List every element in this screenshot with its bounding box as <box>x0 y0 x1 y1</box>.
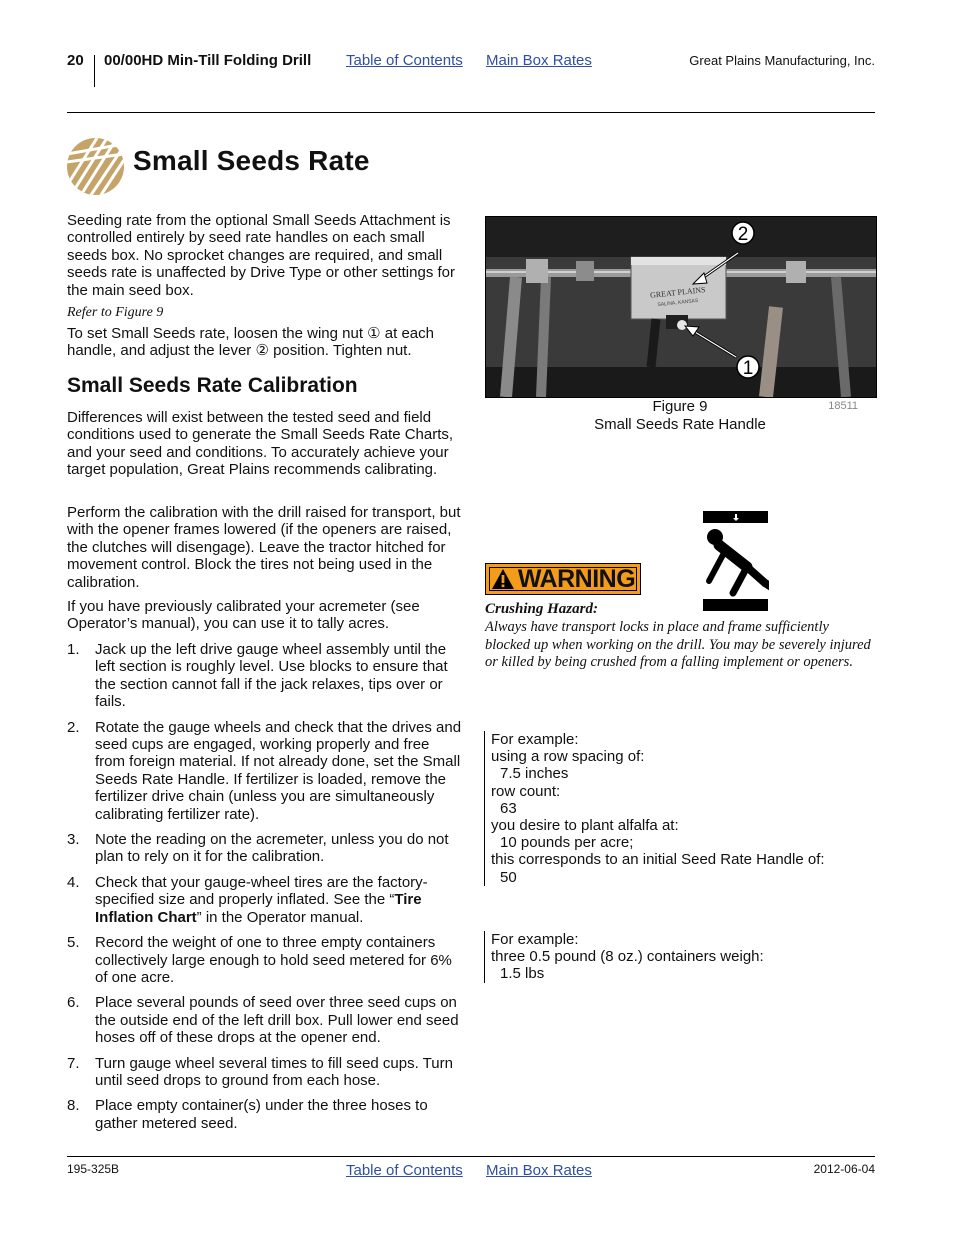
calibration-title: Small Seeds Rate Calibration <box>67 374 358 397</box>
warning-badge <box>485 563 641 595</box>
footer-main-box-rates-link[interactable]: Main Box Rates <box>486 1162 592 1179</box>
figure-caption <box>485 398 875 434</box>
alert-triangle-icon <box>491 568 515 590</box>
instruction-paragraph: To set Small Seeds rate, loosen the wing nut ① at each handle, and adjust the lever ② position. Tighten nut. <box>67 325 434 360</box>
company-name: Great Plains Manufacturing, Inc. <box>689 53 875 68</box>
header-toc-link[interactable]: Table of Contents <box>346 52 463 69</box>
example-row-spacing: For example: using a row spacing of: 7.5 inches row count: 63 you desire to plant alfalfa at: 10 pounds per acre; this corresponds to an initial Seed Rate Handle of: 50 <box>484 731 871 886</box>
intro-paragraph: Seeding rate from the optional Small Seeds Attachment is controlled entirely by seed rate handles on each small seeds box. No sprocket changes are required, and small seeds rate is unaffected by Drive Type or other settings for the main seed box. <box>67 212 455 299</box>
list-item: 6. Place several pounds of seed over three seed cups on the outside end of the left drill box. Pull lower end seed hoses off of these drops at the opener end. <box>67 994 459 1047</box>
part-number: 195-325B <box>67 1162 120 1176</box>
svg-text:SALINA, KANSAS: SALINA, KANSAS <box>657 297 699 309</box>
footer-rule <box>67 1156 875 1157</box>
callout-2: 2 <box>737 224 749 245</box>
figure-9-photo <box>485 216 877 398</box>
example-container-weight: For example: three 0.5 pound (8 oz.) containers weigh: 1.5 lbs <box>484 931 871 983</box>
list-item: 7. Turn gauge wheel several times to fill seed cups. Turn until seed drops to ground from each hose. <box>67 1054 453 1089</box>
list-item: 1. Jack up the left drive gauge wheel assembly until the left section is roughly level. Use blocks to ensure that the section cannot fall if the jack relaxes, tips over or fails. <box>67 641 448 711</box>
header-main-box-rates-link[interactable]: Main Box Rates <box>486 52 592 69</box>
small-seeds-rate-handle-illustration <box>486 217 876 397</box>
hazard-text: Always have transport locks in place and frame sufficiently blocked up when working on the drill. You may be severely injured or killed by being crushed from a falling implement or openers. <box>485 619 871 670</box>
header-divider <box>94 55 95 87</box>
refer-figure-note: Refer to Figure 9 <box>67 305 164 320</box>
warning-label: WARNING <box>517 564 636 593</box>
page-number: 20 <box>67 52 84 69</box>
calibration-para-3: If you have previously calibrated your acremeter (see Operator’s manual), you can use it to tally acres. <box>67 598 420 633</box>
figure-caption-title: Small Seeds Rate Handle <box>594 416 766 433</box>
calibration-para-1: Differences will exist between the tested seed and field conditions used to generate the Small Seeds Rate Charts, and your seed and conditions. To accurately achieve your target population, Great Plains recommends calibrating. <box>67 409 454 479</box>
svg-text:GREAT PLAINS: GREAT PLAINS <box>649 285 706 300</box>
publication-date: 2012-06-04 <box>813 1162 875 1176</box>
list-item: 5. Record the weight of one to three empty containers collectively large enough to hold seed metered for 6% of one acre. <box>67 934 452 986</box>
great-plains-logo-icon <box>67 138 124 195</box>
list-item: 4. Check that your gauge-wheel tires are the factory-specified size and properly inflated. See the “Tire Inflation Chart” in the Operator manual. <box>67 873 428 926</box>
figure-part-number: 18511 <box>828 400 858 412</box>
header-rule <box>67 112 875 113</box>
section-title: Small Seeds Rate <box>133 145 370 176</box>
list-item: 2. Rotate the gauge wheels and check that the drives and seed cups are engaged, working properly and free from foreign material. If not already done, set the Small Seeds Rate Handle. If fertilizer is loaded, remove the fertilizer drive chain (unless you are simultaneously calibrating fertilizer rate). <box>67 718 462 823</box>
callout-1: 1 <box>742 358 754 379</box>
tire-inflation-chart-ref: Tire Inflation Chart <box>95 891 422 926</box>
crushing-hazard-icon <box>703 511 769 611</box>
hazard-title: Crushing Hazard: <box>485 601 598 617</box>
figure-caption-number: Figure 9 <box>652 398 708 415</box>
document-title: 00/00HD Min-Till Folding Drill <box>104 52 312 69</box>
list-item: 8. Place empty container(s) under the three hoses to gather metered seed. <box>67 1097 428 1132</box>
list-item: 3. Note the reading on the acremeter, unless you do not plan to rely on it for the calibration. <box>67 831 449 866</box>
calibration-para-2: Perform the calibration with the drill raised for transport, but with the opener frames lowered (if the openers are raised, the clutches will disengage). Leave the tractor hitched for movement control. Block the tires not being used in the calibration. <box>67 504 461 591</box>
calibration-steps <box>67 641 462 1140</box>
footer-toc-link[interactable]: Table of Contents <box>346 1162 463 1179</box>
